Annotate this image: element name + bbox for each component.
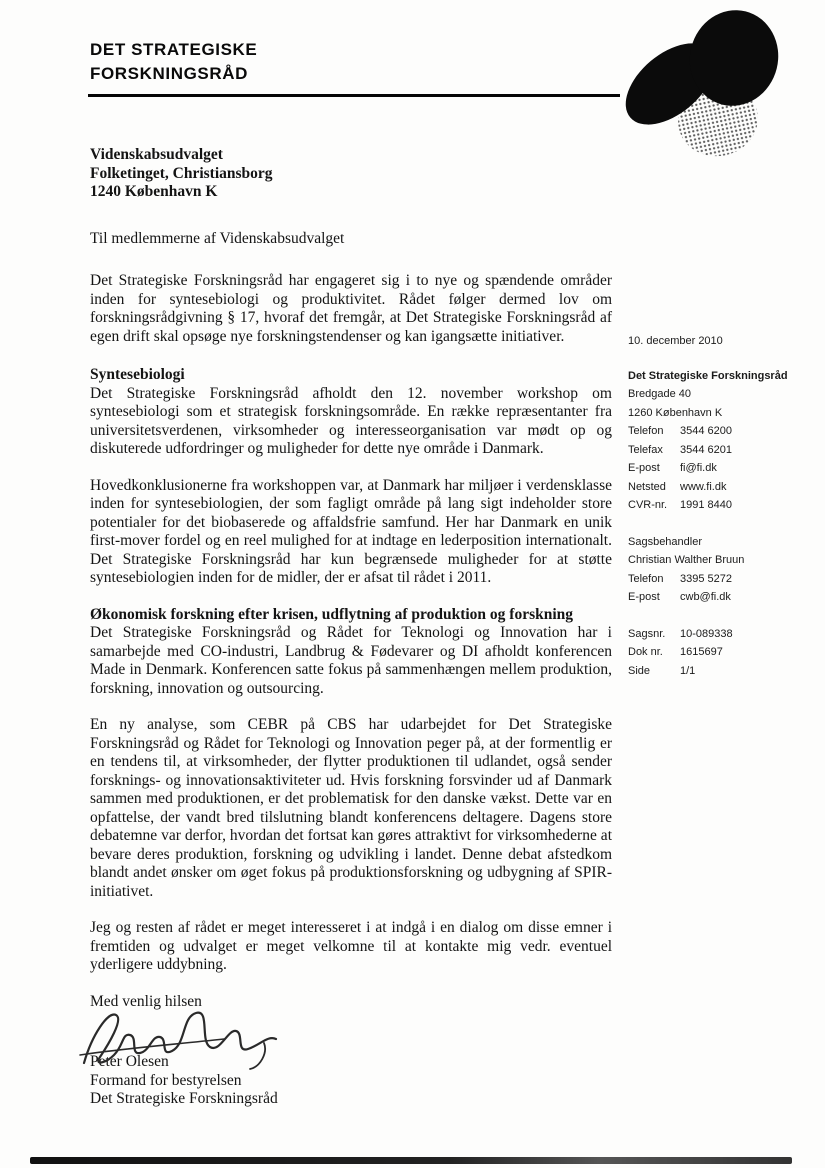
info-sidebar — [628, 332, 808, 680]
signoff-block — [90, 993, 612, 1109]
sidebar-org-name: Det Strategiske Forskningsråd — [628, 369, 788, 382]
org-contact-row — [628, 422, 808, 441]
recipient-line: Folketinget, Christiansborg — [90, 164, 273, 182]
org-contact-row — [628, 459, 808, 478]
contact-label: Telefax — [628, 443, 663, 456]
letterhead — [90, 38, 257, 86]
caseworker-contact-row — [628, 588, 808, 607]
contact-label: E-post — [628, 462, 660, 474]
sidebar-org-address1: Bredgade 40 — [628, 388, 691, 400]
org-contact-row — [628, 496, 808, 515]
org-logo-blobs-icon — [618, 2, 798, 167]
contact-value: www.fi.dk — [680, 480, 727, 493]
case-label: Side — [628, 664, 651, 677]
org-contact-row — [628, 441, 808, 460]
paragraph: En ny analyse, som CEBR på CBS har udarbejdet for Det Strategiske Forskningsråd og Rådet for Teknologi og Innovation peger på, at der formentlig er en tendens til, at virksomheder, der flytter produktionen til udlandet, også sender forsknings- og innovationsaktiviteter ud. Hvis forskning forsvinder ud af Danmark sammen med produktionen, er det problematisk for den danske vækst. Dette var en opfattelse, der vandt bred tilslutning blandt konferencens deltagere. Dagens store debatemne var derfor, hvordan det fortsat kan gøres attraktivt for virksomhederne at bevare deres produktion, forskning og udvikling i landet. Denne debat afstedkom blandt andet ønsker om øget fokus på produktionsforskning og udbygning af SPIR-initiativet. — [90, 716, 612, 900]
case-row — [628, 662, 808, 681]
letterhead-line1: DET STRATEGISKE — [90, 40, 258, 59]
contact-label: E-post — [628, 591, 660, 603]
paragraph-closing: Jeg og resten af rådet er meget interesseret i at indgå i en dialog om disse emner i fremtiden og udvalget er meget velkomne til at kontakte mig vedr. eventuel yderligere uddybning. — [90, 919, 612, 973]
contact-label: Telefon — [628, 572, 664, 585]
contact-value: cwb@fi.dk — [680, 591, 731, 603]
case-label: Dok nr. — [628, 646, 663, 658]
contact-value: 1991 8440 — [680, 499, 732, 511]
letterhead-line2: FORSKNINGSRÅD — [90, 63, 248, 83]
signoff-greeting: Med venlig hilsen — [90, 992, 202, 1010]
signoff-org: Det Strategiske Forskningsråd — [90, 1090, 278, 1107]
contact-value: 3544 6201 — [680, 443, 732, 456]
case-row — [628, 643, 808, 662]
signoff-name: Peter Olesen — [90, 1053, 169, 1070]
case-label: Sagsnr. — [628, 627, 666, 640]
sidebar-org-address2: 1260 København K — [628, 406, 723, 419]
caseworker-contact-row — [628, 570, 808, 589]
section-heading-oekonomisk-forskning: Økonomisk forskning efter krisen, udflytning af produktion og forskning — [90, 605, 574, 623]
case-value: 1/1 — [680, 664, 696, 677]
scan-artifact-bar — [30, 1157, 792, 1164]
salutation: Til medlemmerne af Videnskabsudvalget — [90, 229, 345, 247]
letterhead-rule — [88, 94, 620, 97]
caseworker-name: Christian Walther Bruun — [628, 554, 745, 566]
paragraph-intro: Det Strategiske Forskningsråd har engageret sig i to nye og spændende områder inden for syntesebiologi og produktivitet. Rådet følger dermed lov om forskningsrådgivning § 17, hvoraf det fremgår, at Det Strategiske Forskningsråd af egen drift skal opsøge nye forskningstendenser og kan igangsætte initiativer. — [90, 272, 612, 345]
contact-value: 3544 6200 — [680, 425, 732, 437]
caseworker-heading: Sagsbehandler — [628, 535, 703, 548]
contact-label: Netsted — [628, 480, 666, 493]
case-row — [628, 625, 808, 644]
case-value: 10-089338 — [680, 627, 733, 640]
contact-label: Telefon — [628, 425, 664, 437]
signoff-title: Formand for bestyrelsen — [90, 1071, 242, 1089]
case-value: 1615697 — [680, 646, 723, 658]
paragraph: Det Strategiske Forskningsråd og Rådet for Teknologi og Innovation har i samarbejde med CO-industri, Landbrug & Fødevarer og DI afholdt konferencen Made in Denmark. Konferencen satte fokus på sammenhængen mellem produktion, forskning, innovation og outsourcing. — [90, 624, 612, 697]
org-contact-row — [628, 478, 808, 497]
contact-value: 3395 5272 — [680, 572, 732, 585]
paragraph: Det Strategiske Forskningsråd afholdt den 12. november workshop om syntesebiologi som et strategisk forskningsområde. En række repræsentanter fra universitetsverdenen, virksomheder og interesseorganisation var mødt op og diskuterede udfordringer og muligheder for dette nye område i Danmark. — [90, 384, 612, 457]
contact-label: CVR-nr. — [628, 499, 668, 511]
recipient-block — [90, 146, 612, 202]
section-heading-syntesebiologi: Syntesebiologi — [90, 366, 185, 383]
recipient-line: 1240 København K — [90, 183, 218, 200]
paragraph: Hovedkonklusionerne fra workshoppen var, at Danmark har miljøer i verdensklasse inden for syntesebiologien, der som fagligt område på lang sigt indeholder store potentialer for det biobaserede og affaldsfrie samfund. Her har Danmark en unik first-mover fordel og en reel mulighed for at indtage en lederposition internationalt. Det Strategiske Forskningsråd har kun begrænsede muligheder for at støtte syntesebiologien inden for de midler, der er afsat til rådet i 2011. — [90, 476, 612, 586]
letter-body — [90, 146, 612, 1109]
contact-value: fi@fi.dk — [680, 462, 717, 474]
recipient-line: Videnskabsudvalget — [90, 146, 223, 163]
letter-date: 10. december 2010 — [628, 335, 723, 347]
